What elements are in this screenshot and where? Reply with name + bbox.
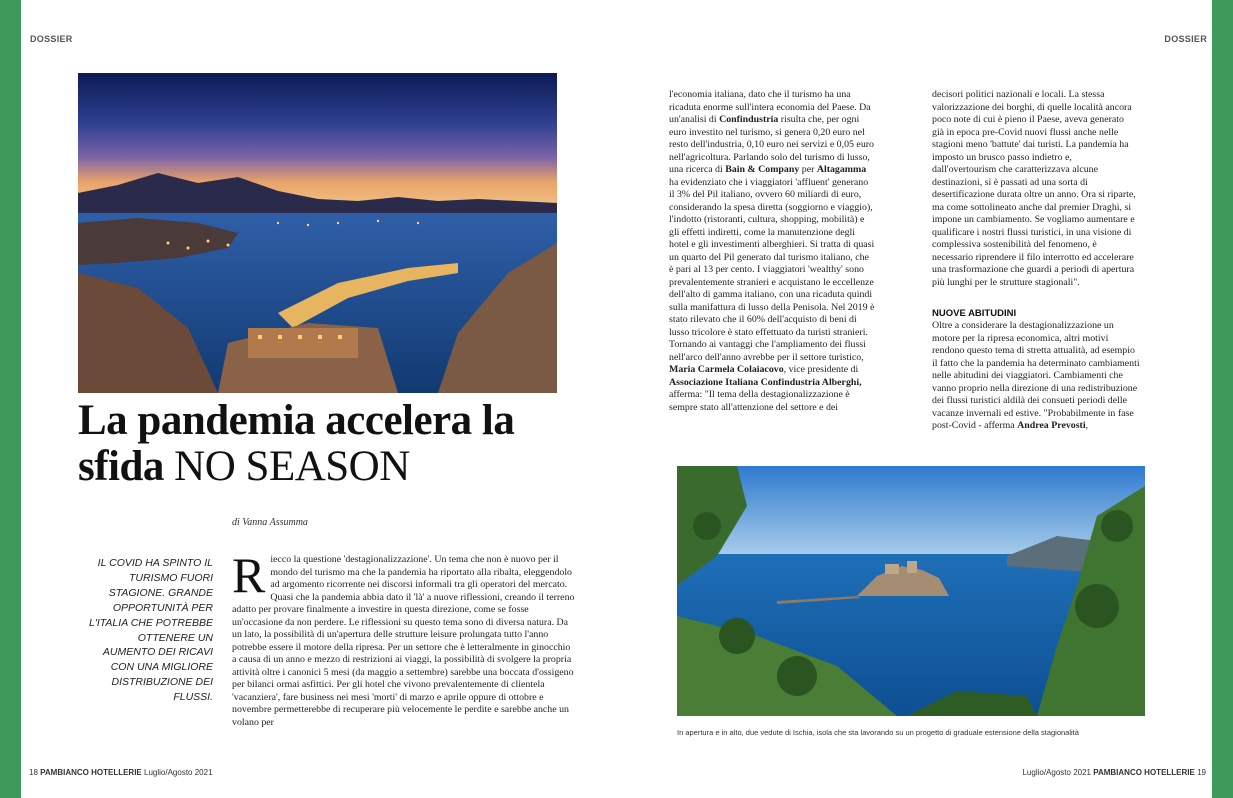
headline-tail: NO SEASON	[174, 443, 410, 490]
text-run: ha evidenziato che i viaggiatori 'affluent' generano il 3% del Pil italiano, ovvero 60 miliardi di euro, considerando la spesa diretta (soggiorno e viaggio), l'indotto (ristoranti, cultura, shopping, mobilità) e gli effetti indiretti, come la manutenzione degli hotel e gli investimenti alberghieri. Si tratta di quasi un quarto del Pil generato dal turismo italiano, che è pari al 13 per cento. I viaggiatori 'wealthy' sono prevalentemente stranieri e acquistano le eccellenze dell'alto di gamma italiano, con una ricaduta quindi sulla manifattura di lusso della Penisola. Nel 2019 è stato rilevato che il 60% dell'acquisto di beni di lusso tricolore è stato effettuato da turisti stranieri. Tornando ai vantaggi che l'ampliamento dei flussi nell'arco dell'anno avrebbe per il settore turistico,	[669, 176, 875, 363]
bold-term: Bain & Company	[725, 164, 800, 175]
right-page-number: 19	[1197, 768, 1206, 777]
section-tag-right: DOSSIER	[1164, 34, 1207, 44]
body-column-1	[669, 89, 875, 414]
bold-term: Andrea Prevosti	[1017, 420, 1086, 431]
text-run: per	[799, 164, 817, 175]
right-folio	[1022, 768, 1206, 777]
right-page	[616, 0, 1212, 798]
body-column-2-continued	[932, 320, 1140, 433]
headline-main: La pandemia accelera la sfida	[78, 397, 515, 490]
dropcap: R	[232, 547, 266, 603]
left-page-number: 18	[29, 768, 38, 777]
body-column-1-text	[669, 89, 875, 414]
left-page-edge	[0, 0, 21, 798]
byline	[232, 517, 308, 528]
bold-term: Maria Carmela Colaiacovo	[669, 364, 784, 375]
text-run: risulta che, per ogni euro investito nel turismo, si genera 0,20 euro nel resto dell'industria, 0,10 euro nei servizi e 0,05 euro nell'agricoltura. Parlando solo del turismo di lusso, una ricerca di	[669, 114, 874, 175]
hero-photo-ischia-night	[78, 73, 557, 393]
body-column-2-text: decisori politici nazionali e locali. La stessa valorizzazione dei borghi, di quelle località ancora poco note di cui è pieno il Paese, aveva generato già in epoca pre-Covid nuovi flussi anche nelle stagioni meno 'battute' dai turisti. La pandemia ha imposto un brusco passo indietro e, dall'overtourism che caratterizzava alcune destinazioni, si è passati ad una sorta di desertificazione durata oltre un anno. Ora si riparte, ma come sottolineato anche dal premier Draghi, si impone un cambiamento. Se vogliamo aumentare e qualificare i nostri flussi turistici, in una visione di complessiva sostenibilità del fenomeno, è necessario riprendere il filo interrotto ed accelerare una trasformazione che guardi a periodi di apertura più lunghi per le strutture stagionali".	[932, 89, 1136, 288]
text-run: afferma: "Il tema della destagionalizzazione è sempre stato all'attenzione del settore e dei	[669, 389, 850, 413]
intro-paragraph: iecco la questione 'destagionalizzazione'. Un tema che non è nuovo per il mondo del turismo ma che la pandemia ha riportato alla ribalta, eleggendolo ad argomento ricorrente nei discorsi informali tra gli operatori del mercato. Quasi che la pandemia abbia dato il 'là' a nuove riflessioni, creando il terreno adatto per provare finalmente a investire in questa direzione, come se fosse un'occasione da non perdere. Le riflessioni su questo tema sono di diversa natura. Da un lato, la possibilità di un'apertura delle strutture leisure prolungata tutto l'anno potrebbe essere il motore della ripresa. Per un settore che è letteralmente in ginocchio a causa di un anno e mezzo di restrizioni ai viaggi, la possibilità di svolgere la propria attività oltre i canonici 5 mesi (da maggio a settembre) sarebbe una boccata d'ossigeno per bilanci ormai asfittici. Per gli hotel che vivono prevalentemente di clientela 'vacanziera', fare business nei mesi 'morti' di marzo e aprile oppure di ottobre e novembre permetterebbe di recuperare più velocemente le perdite e sarebbe anche un volano per	[232, 554, 575, 728]
left-page	[21, 0, 616, 798]
bold-term: Altagamma	[816, 164, 867, 175]
byline-prefix: di	[232, 517, 240, 528]
photo-caption: In apertura e in alto, due vedute di Ischia, isola che sta lavorando su un progetto di graduale estensione della stagionalità	[677, 728, 1079, 737]
bold-term: Associazione Italiana Confindustria Alberghi,	[669, 376, 862, 388]
right-folio-date: Luglio/Agosto 2021	[1022, 768, 1091, 777]
left-folio-date: Luglio/Agosto 2021	[144, 768, 213, 777]
body-column-2	[932, 89, 1138, 289]
section-tag: DOSSIER	[30, 34, 73, 44]
text-run: , vice presidente di	[783, 364, 859, 375]
text-run: l'economia italiana, dato che il turismo ha una ricaduta enorme sull'intera economia del Paese. Da un'analisi di	[669, 89, 871, 125]
right-page-edge	[1212, 0, 1233, 798]
subhead-nuove-abitudini: NUOVE ABITUDINI	[932, 308, 1017, 319]
byline-author: Vanna Assumma	[242, 517, 308, 528]
right-folio-brand: PAMBIANCO HOTELLERIE	[1093, 768, 1195, 777]
text-run: ,	[1085, 420, 1089, 431]
standfirst: IL COVID HA SPINTO IL TURISMO FUORI STAGIONE. GRANDE OPPORTUNITÀ PER L'ITALIA CHE POTREBBE OTTENERE UN AUMENTO DEI RICAVI CON UNA MIGLIORE DISTRIBUZIONE DEI FLUSSI.	[89, 557, 213, 704]
article-headline	[78, 398, 598, 490]
body-column-2-continued-text	[932, 320, 1140, 433]
intro-body-text	[232, 547, 577, 729]
bold-term: Confindustria	[719, 114, 779, 125]
left-folio-brand: PAMBIANCO HOTELLERIE	[40, 768, 142, 777]
photo-ischia-castle	[677, 466, 1145, 716]
text-run: Oltre a considerare la destagionalizzazione un motore per la ripresa economica, altri motivi rendono questo tema di stretta attualità, ad esempio il fatto che la pandemia ha determinato cambiamenti nelle abitudini dei viaggiatori. Cambiamenti che vanno proprio nella direzione di una redistribuzione dei flussi turistici aldilà dei consueti periodi delle vacanze invernali ed estive. "Probabilmente in fase post-Covid - afferma	[932, 320, 1140, 431]
left-folio	[29, 768, 213, 777]
